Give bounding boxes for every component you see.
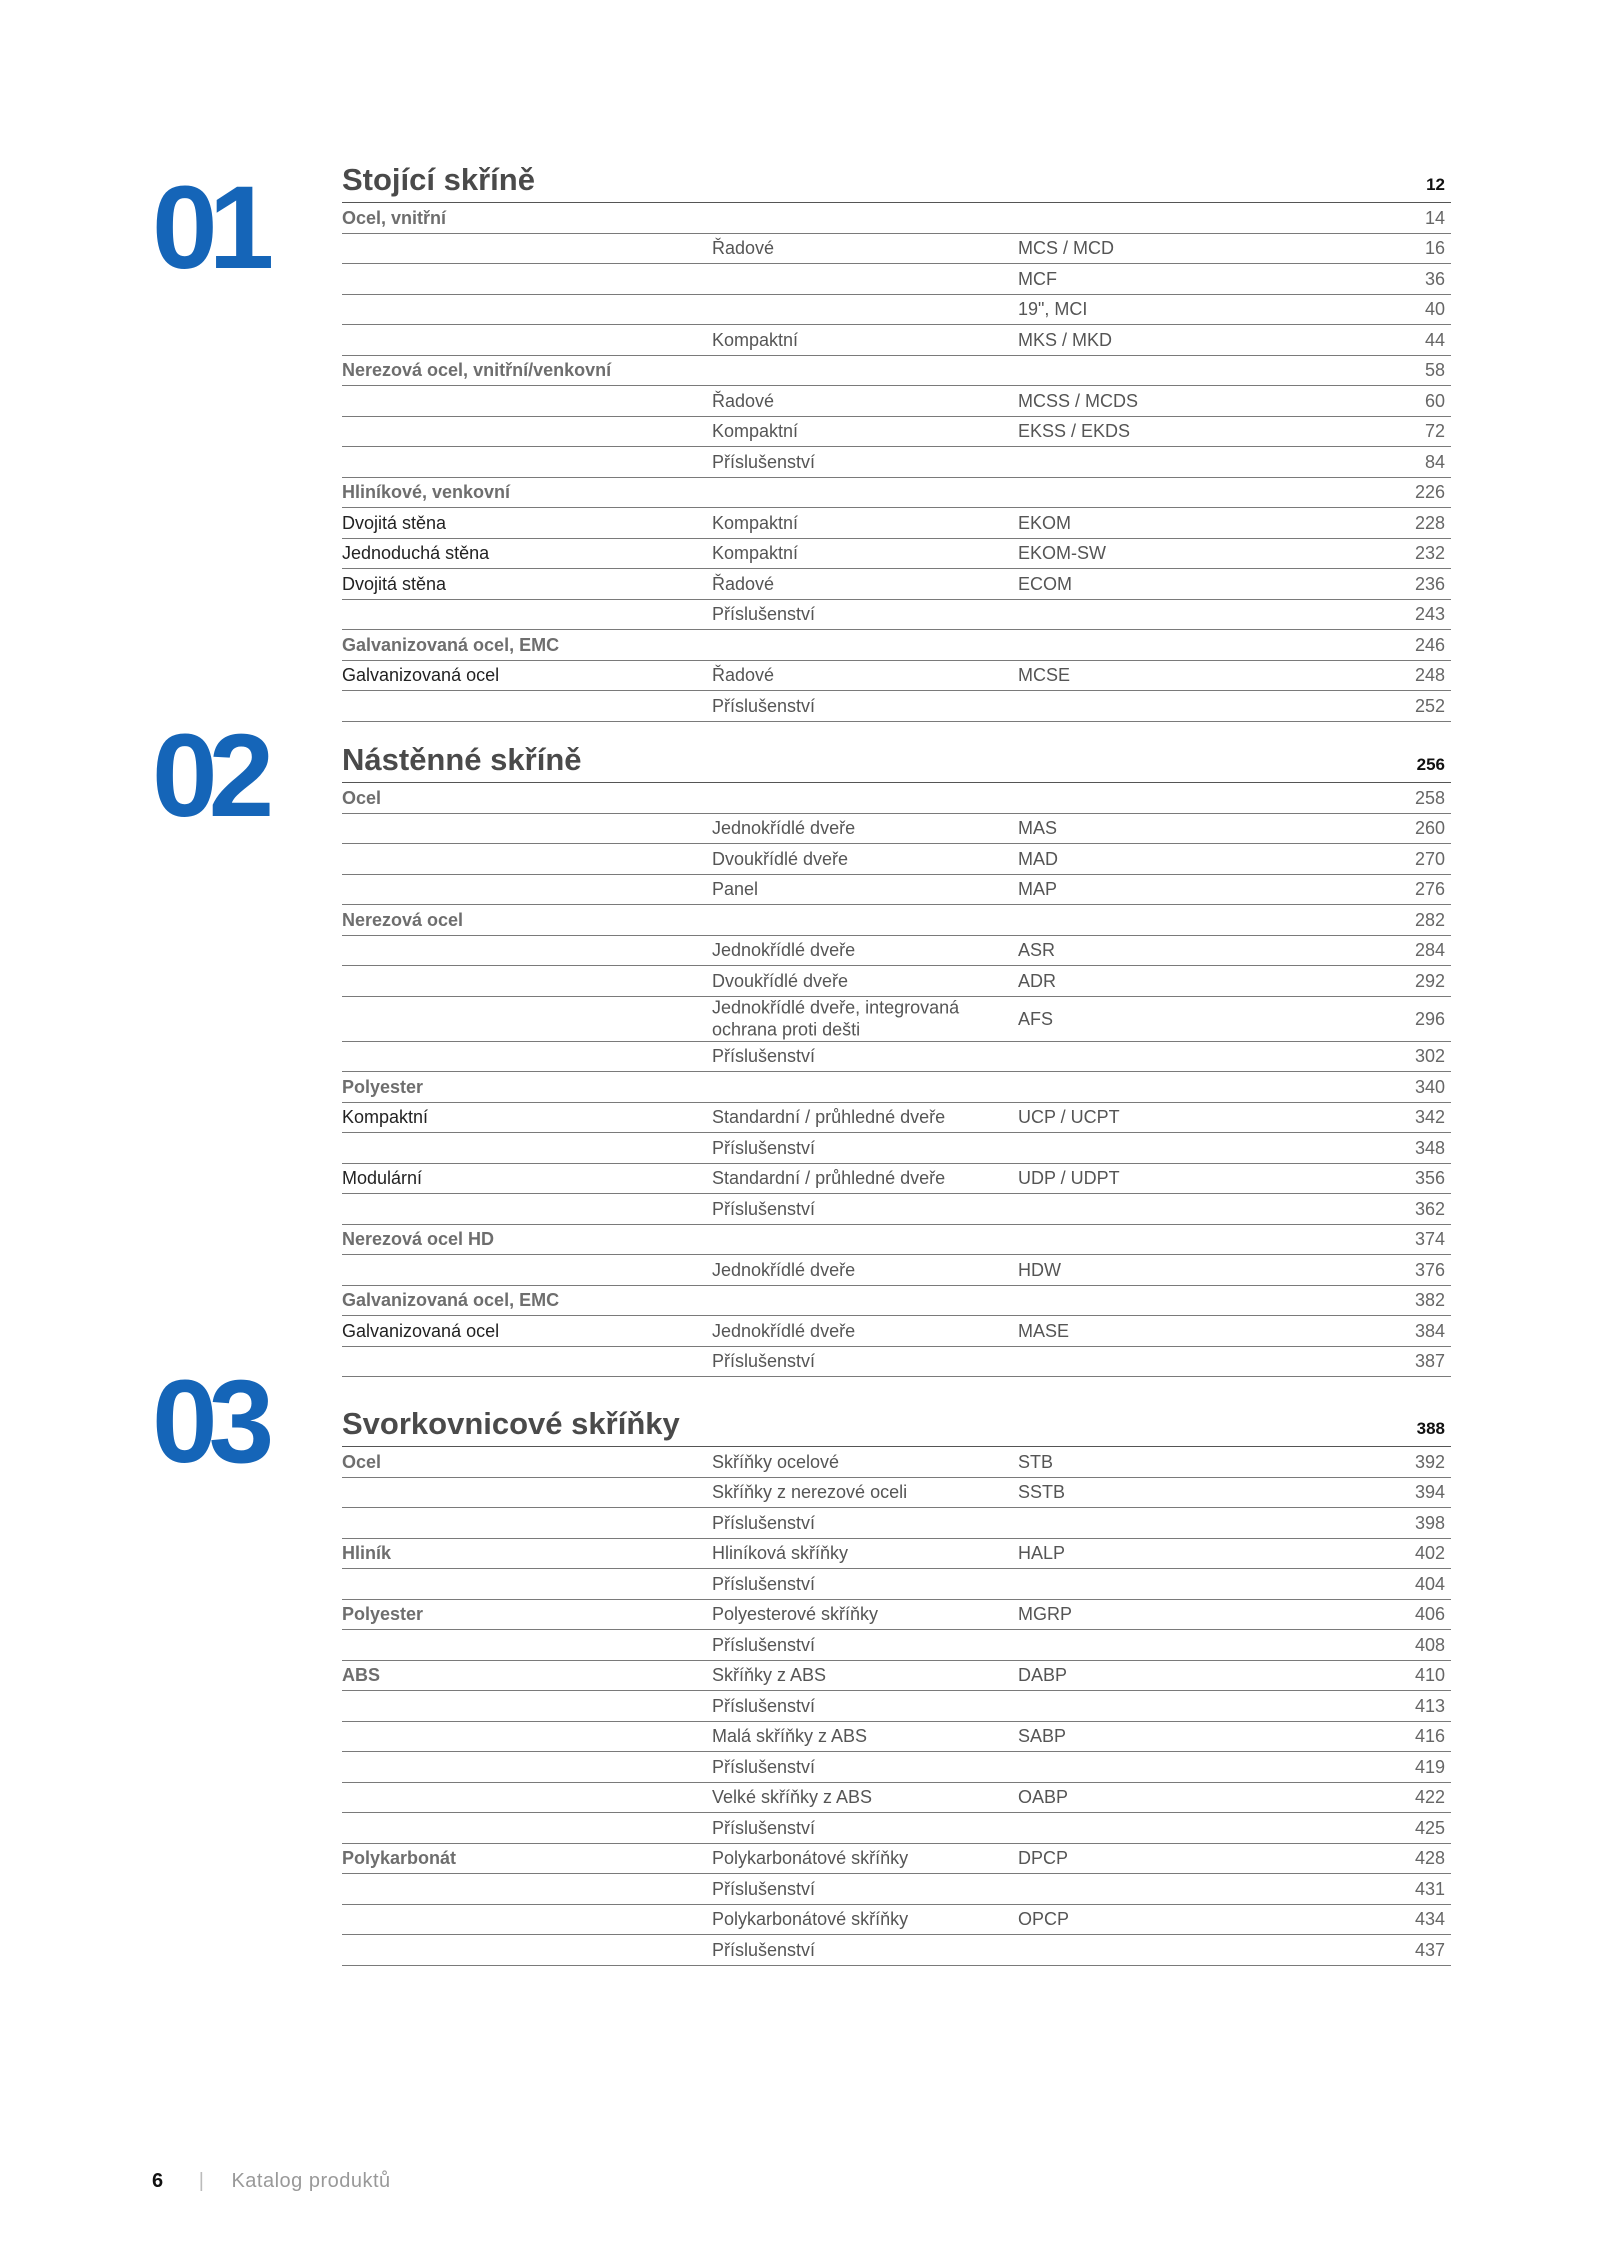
toc-row <box>342 1813 1451 1844</box>
toc-row <box>342 814 1451 845</box>
toc-item-page: 387 <box>1414 1351 1445 1371</box>
toc-item-label: Standardní / průhledné dveře <box>712 1168 946 1188</box>
toc-row <box>342 630 1451 661</box>
toc-item-label: Velké skříňky z ABS <box>712 1787 873 1807</box>
toc-item-page: 422 <box>1414 1787 1445 1807</box>
toc-item-page: 260 <box>1414 818 1445 838</box>
toc-item-label: Příslušenství <box>712 1939 816 1960</box>
toc-item-page: 302 <box>1414 1046 1445 1066</box>
toc-item-code: UDP / UDPT <box>1018 1168 1120 1188</box>
toc-item-page: 342 <box>1414 1107 1445 1127</box>
toc-item-code: HALP <box>1018 1543 1066 1563</box>
toc-row <box>342 539 1451 570</box>
toc-row <box>342 1691 1451 1722</box>
toc-item-page: 44 <box>1424 329 1445 350</box>
toc-row <box>342 1539 1451 1570</box>
toc-item-code: EKOM-SW <box>1018 543 1106 563</box>
toc-item-page: 60 <box>1424 390 1445 411</box>
toc-item-page: 236 <box>1414 573 1445 594</box>
toc-row <box>342 234 1451 265</box>
toc-item-page: 404 <box>1414 1573 1445 1594</box>
toc-item-label: Příslušenství <box>712 1573 816 1594</box>
toc-item-label: Příslušenství <box>712 1695 816 1716</box>
toc-item-page: 406 <box>1414 1604 1445 1624</box>
toc-row <box>342 1783 1451 1814</box>
section-title: Svorkovnicové skříňky <box>342 1406 680 1441</box>
toc-item-page: 408 <box>1414 1634 1445 1655</box>
toc-item-page: 384 <box>1414 1320 1445 1341</box>
toc-item-label: Skříňky ocelové <box>712 1451 840 1472</box>
toc-item-code: OABP <box>1018 1787 1069 1807</box>
toc-item-page: 284 <box>1414 940 1445 960</box>
toc-item-page: 431 <box>1414 1878 1445 1899</box>
toc-row <box>342 783 1451 814</box>
toc-item-page: 258 <box>1414 787 1445 808</box>
toc-item-code: ADR <box>1018 970 1057 991</box>
toc-item-code: HDW <box>1018 1259 1061 1280</box>
toc-row <box>342 1194 1451 1225</box>
toc-item-label: Dvoukřídlé dveře <box>712 848 849 869</box>
toc-item-label: Kompaktní <box>712 421 799 441</box>
toc-item-page: 374 <box>1414 1229 1445 1249</box>
section-page-number: 388 <box>1416 1419 1445 1438</box>
toc-item-code: MASE <box>1018 1320 1070 1341</box>
toc-row <box>342 875 1451 906</box>
toc-row <box>342 1630 1451 1661</box>
section-header <box>342 743 1451 783</box>
toc-item-label: Řadové <box>712 390 775 411</box>
toc-item-page: 292 <box>1414 970 1445 991</box>
toc-item-code: ECOM <box>1018 573 1072 594</box>
toc-item-label: Kompaktní <box>712 329 799 350</box>
section-stojici-skrine <box>152 162 1451 722</box>
toc-item-label: Příslušenství <box>712 604 816 624</box>
section-title: Nástěnné skříně <box>342 742 582 777</box>
toc-row <box>342 569 1451 600</box>
toc-subgroup-label: Jednoduchá stěna <box>342 543 490 563</box>
toc-row <box>342 1225 1451 1256</box>
section-header <box>342 1407 1451 1447</box>
toc-item-page: 413 <box>1414 1695 1445 1716</box>
toc-row <box>342 1042 1451 1073</box>
section-header <box>342 163 1451 203</box>
toc-item-label: Skříňky z nerezové oceli <box>712 1482 908 1502</box>
toc-item-code: EKOM <box>1018 512 1072 533</box>
toc-item-label: Řadové <box>712 665 775 685</box>
toc-item-label: Jednokřídlé dveře, integrovaná ochrana proti dešti <box>712 997 960 1040</box>
toc-item-page: 252 <box>1414 695 1445 716</box>
toc-group-label: Nerezová ocel <box>342 909 464 930</box>
toc-item-label: Kompaktní <box>712 543 799 563</box>
toc-item-label: Příslušenství <box>712 1634 816 1655</box>
toc-item-page: 14 <box>1424 207 1445 228</box>
toc-item-page: 282 <box>1414 909 1445 930</box>
toc-item-label: Skříňky z ABS <box>712 1665 827 1685</box>
toc-item-page: 16 <box>1424 238 1445 258</box>
toc-row <box>342 1935 1451 1966</box>
toc-item-label: Hliníková skříňky <box>712 1543 849 1563</box>
toc-row <box>342 417 1451 448</box>
toc-item-code: SABP <box>1018 1726 1067 1746</box>
toc-item-label: Příslušenství <box>712 1137 816 1158</box>
toc-item-page: 270 <box>1414 848 1445 869</box>
toc-item-code: MCF <box>1018 268 1057 289</box>
toc-item-page: 416 <box>1414 1726 1445 1746</box>
toc-item-label: Dvoukřídlé dveře <box>712 970 849 991</box>
toc-group-label: Polykarbonát <box>342 1848 457 1868</box>
toc-row <box>342 1347 1451 1378</box>
toc-row <box>342 1316 1451 1347</box>
toc-row <box>342 1447 1451 1478</box>
toc-row <box>342 508 1451 539</box>
toc-item-code: EKSS / EKDS <box>1018 421 1131 441</box>
toc-item-code: UCP / UCPT <box>1018 1107 1120 1127</box>
toc-row <box>342 1103 1451 1134</box>
toc-item-page: 40 <box>1424 299 1445 319</box>
toc-item-page: 84 <box>1424 451 1445 472</box>
toc-item-code: 19", MCI <box>1018 299 1088 319</box>
toc-row <box>342 905 1451 936</box>
toc-group-label: Ocel <box>342 787 382 808</box>
toc-item-page: 398 <box>1414 1512 1445 1533</box>
toc-row <box>342 1478 1451 1509</box>
toc-subgroup-label: Galvanizovaná ocel <box>342 1320 500 1341</box>
toc-row <box>342 1569 1451 1600</box>
toc-item-code: AFS <box>1018 1008 1054 1029</box>
toc-row <box>342 1844 1451 1875</box>
toc-item-page: 226 <box>1414 482 1445 502</box>
page-footer <box>152 2170 391 2193</box>
toc-item-label: Příslušenství <box>712 1817 816 1838</box>
toc-rows <box>342 783 1451 1377</box>
section-number: 01 <box>152 162 266 294</box>
section-number: 02 <box>152 710 266 842</box>
section-page-number: 256 <box>1416 755 1445 774</box>
toc-subgroup-label: Dvojitá stěna <box>342 512 447 533</box>
toc-group-label: Nerezová ocel HD <box>342 1229 495 1249</box>
toc-item-label: Kompaktní <box>712 512 799 533</box>
toc-row <box>342 997 1451 1042</box>
toc-row <box>342 1508 1451 1539</box>
toc-item-page: 72 <box>1424 421 1445 441</box>
toc-item-page: 356 <box>1414 1168 1445 1188</box>
toc-item-code: DPCP <box>1018 1848 1069 1868</box>
toc-row <box>342 1905 1451 1936</box>
toc-item-label: Příslušenství <box>712 1351 816 1371</box>
toc-item-page: 402 <box>1414 1543 1445 1563</box>
toc-subgroup-label: Kompaktní <box>342 1107 429 1127</box>
toc-item-page: 410 <box>1414 1665 1445 1685</box>
toc-item-code: SSTB <box>1018 1482 1066 1502</box>
toc-item-label: Jednokřídlé dveře <box>712 1259 856 1280</box>
toc-row <box>342 1722 1451 1753</box>
toc-row <box>342 1255 1451 1286</box>
toc-row <box>342 264 1451 295</box>
footer-page-number: 6 <box>152 2170 164 2192</box>
toc-subgroup-label: Galvanizovaná ocel <box>342 665 500 685</box>
toc-item-code: MCS / MCD <box>1018 238 1114 258</box>
toc-item-code: STB <box>1018 1451 1054 1472</box>
toc-row <box>342 1752 1451 1783</box>
toc-item-page: 228 <box>1414 512 1445 533</box>
toc-item-label: Řadové <box>712 238 775 258</box>
toc-item-page: 243 <box>1414 604 1445 624</box>
toc-row <box>342 1164 1451 1195</box>
footer-separator: | <box>198 2170 204 2192</box>
toc-group-label: Nerezová ocel, vnitřní/venkovní <box>342 360 612 380</box>
toc-row <box>342 478 1451 509</box>
toc-rows <box>342 1447 1451 1966</box>
toc-group-label: Polyester <box>342 1604 424 1624</box>
toc-item-page: 36 <box>1424 268 1445 289</box>
toc-item-page: 376 <box>1414 1259 1445 1280</box>
toc-row <box>342 1661 1451 1692</box>
toc-row <box>342 1600 1451 1631</box>
toc-group-label: Ocel <box>342 1451 382 1472</box>
toc-item-label: Příslušenství <box>712 1756 816 1777</box>
toc-row <box>342 325 1451 356</box>
toc-row <box>342 600 1451 631</box>
toc-item-code: MCSE <box>1018 665 1071 685</box>
toc-item-page: 392 <box>1414 1451 1445 1472</box>
toc-item-code: MAP <box>1018 879 1058 899</box>
toc-item-label: Příslušenství <box>712 1878 816 1899</box>
toc-item-label: Jednokřídlé dveře <box>712 818 856 838</box>
toc-item-page: 434 <box>1414 1909 1445 1929</box>
toc-item-code: MAS <box>1018 818 1058 838</box>
toc-rows <box>342 203 1451 722</box>
toc-row <box>342 1874 1451 1905</box>
toc-item-page: 340 <box>1414 1076 1445 1097</box>
toc-item-label: Jednokřídlé dveře <box>712 940 856 960</box>
toc-row <box>342 936 1451 967</box>
section-nastenne-skrine <box>152 710 1451 1377</box>
toc-item-label: Polykarbonátové skříňky <box>712 1909 909 1929</box>
toc-item-label: Příslušenství <box>712 1512 816 1533</box>
toc-item-page: 276 <box>1414 879 1445 899</box>
footer-catalog-label: Katalog produktů <box>231 2170 391 2192</box>
toc-row <box>342 1286 1451 1317</box>
toc-row <box>342 661 1451 692</box>
toc-item-page: 382 <box>1414 1290 1445 1310</box>
section-page-number: 12 <box>1426 175 1445 194</box>
toc-subgroup-label: Dvojitá stěna <box>342 573 447 594</box>
toc-item-code: MGRP <box>1018 1604 1072 1624</box>
section-number: 03 <box>152 1356 266 1488</box>
toc-item-code: MAD <box>1018 848 1058 869</box>
toc-item-page: 296 <box>1414 1008 1445 1029</box>
toc-item-label: Řadové <box>712 573 775 594</box>
toc-subgroup-label: Modulární <box>342 1168 423 1188</box>
toc-item-page: 428 <box>1414 1848 1445 1868</box>
toc-item-page: 248 <box>1414 665 1445 685</box>
toc-item-code: DABP <box>1018 1665 1068 1685</box>
toc-item-label: Malá skříňky z ABS <box>712 1726 868 1746</box>
toc-item-label: Příslušenství <box>712 1198 816 1219</box>
toc-item-label: Příslušenství <box>712 451 816 472</box>
toc-item-code: OPCP <box>1018 1909 1070 1929</box>
toc-item-page: 362 <box>1414 1198 1445 1219</box>
toc-item-page: 394 <box>1414 1482 1445 1502</box>
toc-row <box>342 966 1451 997</box>
toc-item-page: 246 <box>1414 634 1445 655</box>
toc-item-code: MCSS / MCDS <box>1018 390 1139 411</box>
toc-item-label: Polykarbonátové skříňky <box>712 1848 909 1868</box>
toc-item-label: Příslušenství <box>712 695 816 716</box>
toc-row <box>342 386 1451 417</box>
toc-row <box>342 691 1451 722</box>
toc-group-label: Hliník <box>342 1543 392 1563</box>
toc-row <box>342 295 1451 326</box>
toc-item-label: Standardní / průhledné dveře <box>712 1107 946 1127</box>
toc-row <box>342 1072 1451 1103</box>
toc-item-label: Panel <box>712 879 759 899</box>
toc-item-page: 437 <box>1414 1939 1445 1960</box>
toc-group-label: Galvanizovaná ocel, EMC <box>342 634 560 655</box>
toc-item-page: 58 <box>1424 360 1445 380</box>
toc-group-label: Galvanizovaná ocel, EMC <box>342 1290 560 1310</box>
toc-item-page: 232 <box>1414 543 1445 563</box>
toc-row <box>342 844 1451 875</box>
toc-item-page: 425 <box>1414 1817 1445 1838</box>
toc-item-page: 348 <box>1414 1137 1445 1158</box>
toc-row <box>342 1133 1451 1164</box>
toc-group-label: Hliníkové, venkovní <box>342 482 511 502</box>
toc-group-label: Ocel, vnitřní <box>342 207 447 228</box>
toc-row <box>342 447 1451 478</box>
toc-row <box>342 356 1451 387</box>
toc-item-page: 419 <box>1414 1756 1445 1777</box>
toc-item-label: Jednokřídlé dveře <box>712 1320 856 1341</box>
toc-group-label: ABS <box>342 1665 381 1685</box>
toc-item-code: MKS / MKD <box>1018 329 1113 350</box>
section-title: Stojící skříně <box>342 162 535 197</box>
toc-item-label: Polyesterové skříňky <box>712 1604 879 1624</box>
toc-group-label: Polyester <box>342 1076 424 1097</box>
toc-item-label: Příslušenství <box>712 1046 816 1066</box>
toc-row <box>342 203 1451 234</box>
toc-item-code: ASR <box>1018 940 1056 960</box>
